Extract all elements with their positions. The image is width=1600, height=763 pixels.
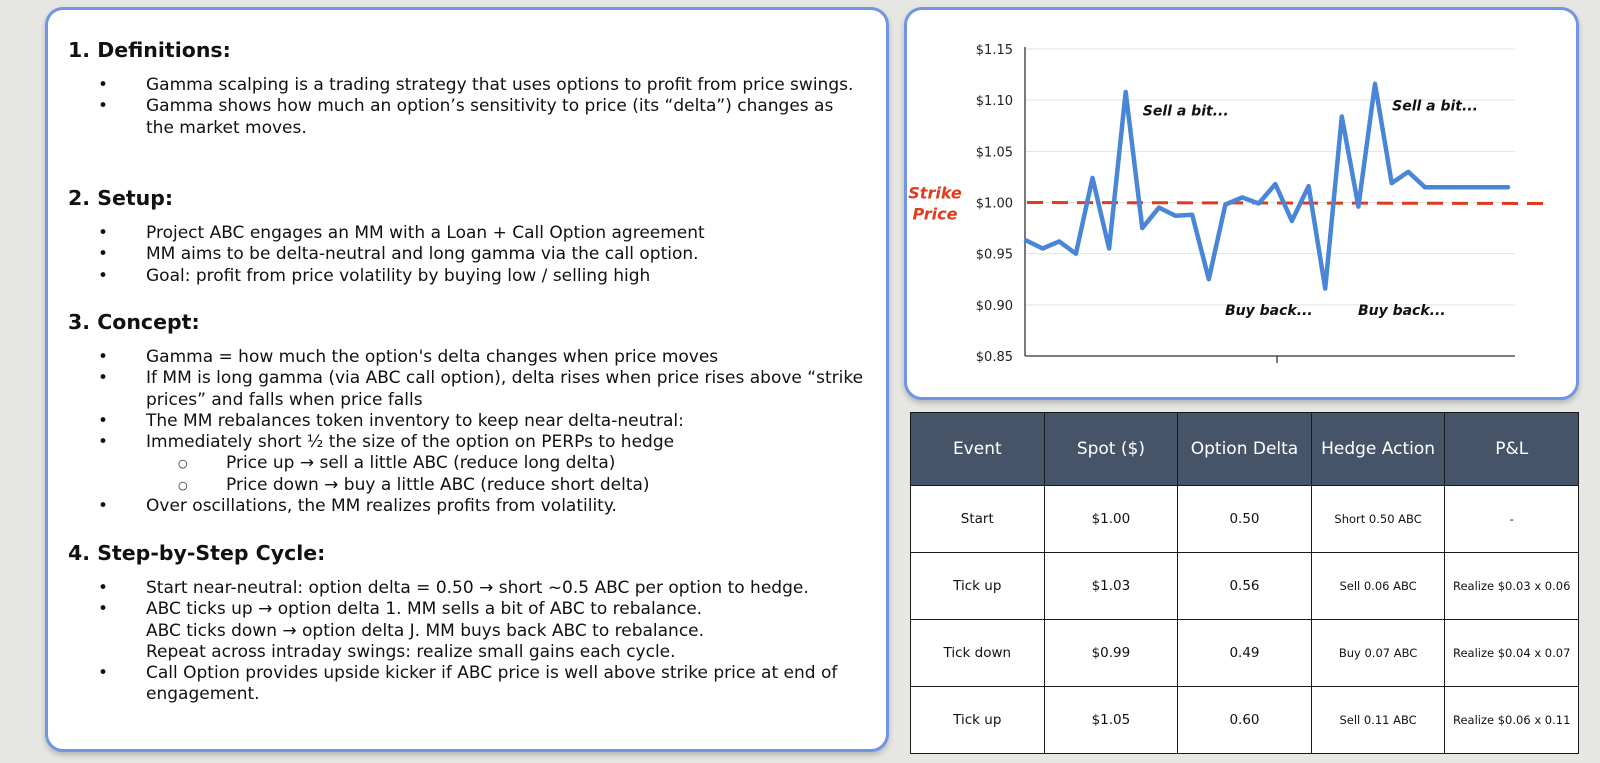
cell-pnl: Realize $0.04 x 0.07 (1445, 620, 1579, 687)
column-header-event: Event (911, 413, 1045, 486)
chart-annotation: Sell a bit... (1142, 103, 1229, 120)
cycle-bullet: Repeat across intraday swings: realize small gains each cycle. (146, 641, 676, 662)
cell-hedge-action: Short 0.50 ABC (1311, 486, 1445, 553)
cycle-bullet: • Call Option provides upside kicker if ABC price is well above strike price at end of engagement. (68, 663, 866, 706)
cell-event: Tick down (911, 620, 1045, 687)
cycle-bullet: ABC ticks down → option delta J. MM buys back ABC to rebalance. (146, 620, 705, 641)
notes-panel (45, 7, 889, 752)
strike-price-label: Price (912, 204, 958, 224)
chart-annotation: Buy back... (1357, 302, 1446, 319)
y-tick-label: $1.00 (975, 196, 1013, 212)
price-line-chart (907, 10, 1576, 397)
concept-sub-bullet: ○ Price up → sell a little ABC (reduce long delta) (68, 453, 866, 474)
chart-annotation: Buy back... (1224, 302, 1313, 319)
setup-title: 2. Setup: (68, 186, 174, 210)
cell-pnl: Realize $0.03 x 0.06 (1445, 553, 1579, 620)
y-tick-label: $1.10 (975, 94, 1013, 110)
definitions-title: 1. Definitions: (68, 38, 231, 62)
cell-delta: 0.49 (1178, 620, 1312, 687)
cell-delta: 0.60 (1178, 687, 1312, 754)
cell-spot: $1.00 (1044, 486, 1178, 553)
y-tick-label: $1.05 (975, 145, 1013, 161)
cell-event: Tick up (911, 553, 1045, 620)
concept-sub-bullet: ○ Price down → buy a little ABC (reduce short delta) (68, 475, 866, 496)
cell-spot: $1.05 (1044, 687, 1178, 754)
cycle-bullet: • ABC ticks up → option delta 1. MM sells a bit of ABC to rebalance. (68, 599, 866, 620)
definitions-bullet: • Gamma scalping is a trading strategy that uses options to profit from price swings. (68, 75, 866, 96)
cell-event: Tick up (911, 687, 1045, 754)
price-chart-panel (904, 7, 1579, 400)
setup-bullet: • Goal: profit from price volatility by buying low / selling high (68, 266, 866, 287)
y-tick-label: $0.90 (975, 298, 1013, 314)
column-header-spot: Spot ($) (1044, 413, 1178, 486)
concept-sub-list (68, 453, 866, 496)
cell-spot: $1.03 (1044, 553, 1178, 620)
cell-pnl: - (1445, 486, 1579, 553)
cell-spot: $0.99 (1044, 620, 1178, 687)
table-header-row (911, 413, 1579, 486)
hedge-table (910, 412, 1579, 754)
setup-bullet: • MM aims to be delta-neutral and long gamma via the call option. (68, 244, 866, 265)
concept-bullet: • Gamma = how much the option's delta changes when price moves (68, 347, 866, 368)
y-tick-label: $1.15 (975, 43, 1013, 58)
definitions-section (68, 38, 866, 139)
concept-section (68, 310, 866, 517)
table-row (911, 620, 1579, 687)
concept-title: 3. Concept: (68, 310, 200, 334)
definitions-bullet: • Gamma shows how much an option’s sensitivity to price (its “delta”) changes as the market moves. (68, 96, 866, 139)
concept-bullet: • Over oscillations, the MM realizes profits from volatility. (68, 496, 866, 517)
cell-delta: 0.50 (1178, 486, 1312, 553)
table-row (911, 553, 1579, 620)
table-row (911, 687, 1579, 754)
y-tick-label: $0.95 (975, 247, 1013, 263)
column-header-pnl: P&L (1445, 413, 1579, 486)
cycle-section (68, 541, 866, 706)
setup-bullet: • Project ABC engages an MM with a Loan + Call Option agreement (68, 223, 866, 244)
cell-hedge-action: Sell 0.11 ABC (1311, 687, 1445, 754)
cell-delta: 0.56 (1178, 553, 1312, 620)
concept-bullet: • Immediately short ½ the size of the option on PERPs to hedge (68, 432, 866, 453)
cell-hedge-action: Buy 0.07 ABC (1311, 620, 1445, 687)
cycle-bullet: • Start near-neutral: option delta = 0.50 → short ~0.5 ABC per option to hedge. (68, 578, 866, 599)
column-header-option-delta: Option Delta (1178, 413, 1312, 486)
strike-price-label: Strike (908, 183, 962, 203)
cell-event: Start (911, 486, 1045, 553)
cell-hedge-action: Sell 0.06 ABC (1311, 553, 1445, 620)
table-row (911, 486, 1579, 553)
chart-annotation: Sell a bit... (1392, 98, 1478, 115)
concept-bullet: • The MM rebalances token inventory to keep near delta-neutral: (68, 411, 866, 432)
setup-section (68, 186, 866, 287)
concept-bullet: • If MM is long gamma (via ABC call option), delta rises when price rises above “strike prices” and falls when price falls (68, 368, 866, 411)
price-series-line (1026, 84, 1508, 289)
y-tick-label: $0.85 (975, 350, 1013, 365)
cell-pnl: Realize $0.06 x 0.11 (1445, 687, 1579, 754)
column-header-hedge-action: Hedge Action (1311, 413, 1445, 486)
cycle-title: 4. Step-by-Step Cycle: (68, 541, 326, 565)
